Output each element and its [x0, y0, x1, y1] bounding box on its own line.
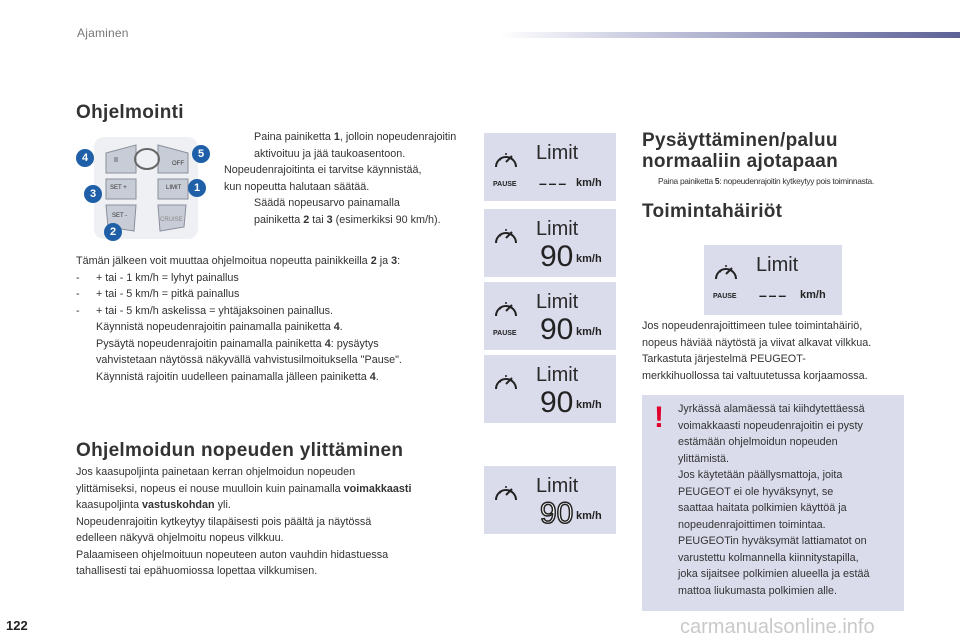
bullet-item [76, 319, 476, 336]
switch-label: OFF [172, 161, 184, 167]
text-line: Tarkastuta järjestelmä PEUGEOT- [642, 353, 806, 365]
heading-line: Pysäyttäminen/paluu [642, 130, 838, 151]
adjustment-instructions [76, 253, 476, 385]
warning-line: saattaa haitata polkimien käyttöä ja [678, 502, 847, 514]
programming-steps [224, 129, 474, 228]
speed-value: 90 [540, 386, 574, 419]
dash-mark: - [76, 304, 80, 317]
limit-label: Limit [536, 291, 579, 313]
step-1 [224, 129, 474, 146]
speed-dashes: – – – [759, 287, 786, 303]
switch-label: SET + [110, 185, 127, 191]
button-number: 4 [369, 370, 376, 383]
speed-unit: km/h [576, 510, 602, 522]
text: Käynnistä rajoitin uudelleen painamalla jälleen painiketta [96, 370, 370, 383]
text: : [397, 255, 401, 267]
text: + tai - 1 km/h = lyhyt painallus [96, 271, 239, 284]
warning-text [678, 401, 904, 599]
button-number: 2 [370, 255, 377, 267]
speed-unit: km/h [576, 326, 602, 338]
stop-heading [642, 130, 838, 172]
step-text: Paina painiketta [254, 131, 334, 143]
button-number: 5 [714, 176, 720, 186]
switch-label: II [114, 157, 118, 164]
speed-dashes: – – – [539, 175, 566, 191]
dash-mark: - [76, 271, 80, 284]
text: kaasupoljinta [76, 499, 143, 511]
button-5-marker: 5 [192, 145, 210, 163]
dash-item [76, 303, 476, 320]
dash-item [76, 286, 476, 303]
speed-unit: km/h [576, 177, 602, 189]
speed-value: 90 [540, 497, 574, 530]
page-number [0, 616, 64, 640]
limit-label: Limit [536, 142, 579, 164]
text-line: merkkihuollossa tai valtuutetussa korjaamossa. [642, 369, 868, 382]
step-text: Säädä nopeusarvo painamalla [254, 197, 400, 209]
warning-line: ylittämistä. [678, 452, 729, 465]
warning-line: Jyrkässä alamäessä tai kiihdytettäessä [678, 403, 865, 415]
switch-label: CRUISE [160, 217, 183, 223]
button-1-marker: 1 [188, 179, 206, 197]
text: + tai - 5 km/h = pitkä painallus [96, 288, 240, 300]
exceed-heading: Ohjelmoidun nopeuden ylittäminen [76, 440, 404, 461]
bullet-item-cont: vahvistetaan näytössä näkyvällä vahvistusilmoituksella "Pause". [96, 354, 402, 366]
warning-line: PEUGEOTin hyväksymät lattiamatot on [678, 535, 867, 547]
step-text: tai [309, 213, 327, 226]
warning-line: PEUGEOT ei ole hyväksynyt, se [678, 485, 834, 498]
text-line: Palaamiseen ohjelmoituun nopeuteen auton vauhdin hidastuessa [76, 548, 389, 561]
switch-label: SET - [112, 213, 128, 219]
heading-line: normaaliin ajotapaan [642, 151, 839, 172]
speedometer-icon [493, 371, 519, 395]
warning-line: nopeudenrajoittimen toimintaa. [678, 518, 826, 531]
step-text: painiketta [254, 213, 304, 226]
warning-line: Jos käytetään päällysmattoja, joita [678, 469, 843, 481]
text: : nopeudenrajoitin kytkeytyy pois toiminnasta. [719, 176, 874, 186]
text: yli. [214, 499, 231, 511]
warning-box [642, 395, 904, 611]
step-text: , jolloin nopeudenrajoitin [339, 131, 457, 143]
fault-heading: Toimintahäiriöt [642, 201, 783, 222]
limit-display-paused-no-speed [484, 133, 616, 201]
text-line: Jos kaasupoljinta painetaan kerran ohjelmoidun nopeuden [76, 466, 356, 478]
button-number: 1 [333, 131, 340, 143]
text: ja [376, 255, 392, 267]
text: . [339, 321, 343, 333]
limit-label: Limit [536, 364, 579, 386]
dash-mark: - [76, 288, 80, 300]
emphasis: vastuskohdan [142, 499, 215, 511]
text-line [76, 497, 476, 514]
page-number-text: 122 [6, 618, 28, 633]
warning-line: mattoa liukumasta polkimien alle. [678, 584, 838, 597]
limit-display-flashing [484, 466, 616, 534]
text-line: edelleen näkyvä ohjelmoitu nopeus vilkkuu. [76, 532, 284, 544]
bullet-item [76, 369, 476, 386]
button-number: 2 [303, 213, 310, 226]
watermark: carmanualsonline.info [680, 616, 875, 638]
text: : pysäytys [330, 337, 379, 350]
text-line [76, 481, 476, 498]
note-line: Nopeudenrajoitinta ei tarvitse käynnistää, [224, 164, 422, 176]
warning-line: estämään ohjelmoidun nopeuden [678, 436, 838, 448]
text-line: Jos nopeudenrajoittimeen tulee toimintahäiriö, [642, 320, 863, 332]
button-number: 4 [324, 337, 331, 350]
programming-heading: Ohjelmointi [76, 102, 184, 123]
steering-switch-diagram [76, 133, 210, 243]
text: Paina painiketta [658, 176, 715, 186]
speedometer-icon [493, 149, 519, 173]
text-line: tahallisesti tai epähuomiossa lopettaa vilkkumisen. [76, 565, 318, 577]
button-number: 4 [333, 321, 340, 333]
dash-item [76, 270, 476, 287]
stop-instruction [642, 176, 942, 186]
limit-label: Limit [536, 475, 579, 497]
exceed-text [76, 464, 476, 580]
note-line: kun nopeutta halutaan säätää. [224, 180, 370, 193]
limit-display-active [484, 355, 616, 423]
step-1-cont: aktivoituu ja jää taukoasentoon. [254, 147, 406, 160]
section-title: Ajaminen [77, 26, 129, 40]
text: + tai - 5 km/h askelissa = yhtäjaksoinen painallus. [96, 304, 334, 317]
pause-label: PAUSE [493, 330, 517, 337]
pause-label: PAUSE [493, 181, 517, 188]
speed-value: 90 [540, 240, 574, 273]
text: Tämän jälkeen voit muuttaa ohjelmoitua nopeutta painikkeilla [76, 255, 371, 267]
text: Käynnistä nopeudenrajoitin painamalla painiketta [96, 321, 334, 333]
limit-label: Limit [756, 254, 799, 276]
fault-text [642, 318, 912, 384]
limit-display-paused-speed [484, 282, 616, 350]
speedometer-icon [493, 482, 519, 506]
button-4-marker: 4 [76, 149, 94, 167]
button-number: 3 [326, 213, 333, 226]
step-2 [224, 195, 474, 212]
bullet-item [76, 336, 476, 353]
limit-display-set-speed [484, 209, 616, 277]
emphasis: voimakkaasti [343, 482, 412, 495]
button-number: 3 [391, 255, 398, 267]
limit-display-fault [704, 245, 842, 315]
speed-unit: km/h [800, 289, 826, 301]
limit-label: Limit [536, 218, 579, 240]
warning-line: varustettu kolmannella kiinnitystapilla, [678, 551, 859, 564]
switch-label: LIMIT [166, 185, 182, 191]
text-line: Nopeudenrajoitin kytkeytyy tilapäisesti pois päältä ja näytössä [76, 515, 372, 528]
warning-icon: ! [654, 401, 664, 434]
text: Pysäytä nopeudenrajoitin painamalla painiketta [96, 337, 325, 350]
speed-value: 90 [540, 313, 574, 346]
speed-unit: km/h [576, 399, 602, 411]
text-line: nopeus häviää näytöstä ja viivat alkavat vilkkua. [642, 336, 872, 349]
button-2-marker: 2 [104, 223, 122, 241]
speed-unit: km/h [576, 253, 602, 265]
button-3-marker: 3 [84, 185, 102, 203]
speedometer-icon [493, 225, 519, 249]
text: . [375, 370, 379, 383]
pause-label: PAUSE [713, 293, 737, 300]
header-gradient-bar [500, 32, 960, 38]
warning-line: joka sijaitsee polkimien alueella ja estää [678, 568, 870, 580]
speedometer-icon [713, 261, 739, 285]
warning-line: voimakkaasti nopeudenrajoitin ei pysty [678, 419, 863, 432]
adjust-intro [76, 253, 476, 270]
step-text: (esimerkiksi 90 km/h). [332, 213, 441, 226]
text: ylittämiseksi, nopeus ei nouse muulloin kuin painamalla [76, 482, 344, 495]
speedometer-icon [493, 298, 519, 322]
step-2-cont [224, 212, 474, 229]
